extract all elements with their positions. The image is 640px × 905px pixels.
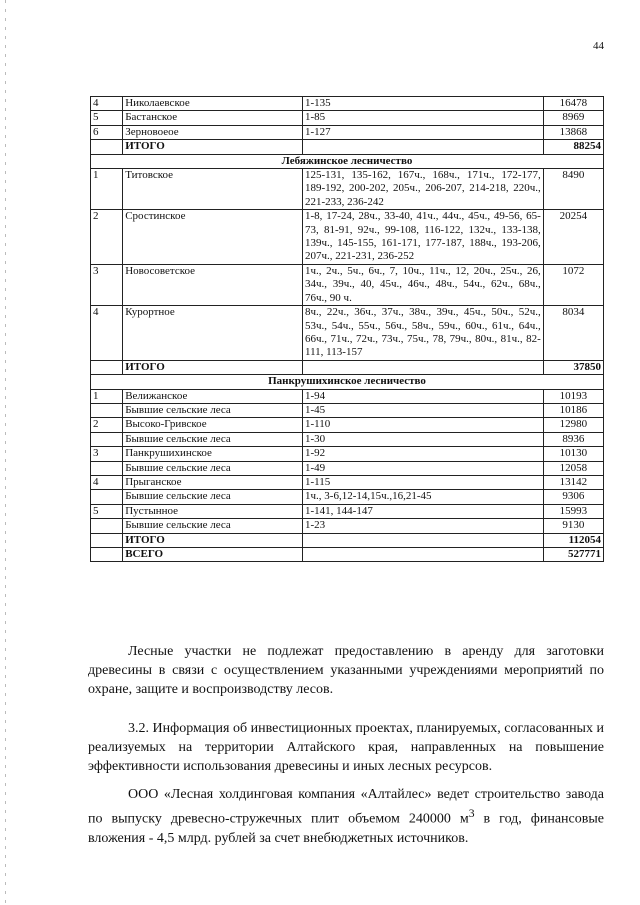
table-row [91,111,604,125]
row-number [91,403,123,417]
site-name: Бывшие сельские леса [123,519,303,533]
row-number: 1 [91,169,123,210]
section-title: Лебяжинское лесничество [91,154,604,168]
row-number: 1 [91,389,123,403]
table-row [91,447,604,461]
quarter-numbers: 1-45 [303,403,544,417]
page-number: 44 [593,40,604,52]
site-name: Бывшие сельские леса [123,432,303,446]
forest-areas-table [90,96,604,562]
site-name: Курортное [123,306,303,361]
area-ha: 9130 [543,519,603,533]
paragraph-altailes-project [88,785,604,848]
site-name: Зерновоеое [123,125,303,139]
site-name: Титовское [123,169,303,210]
row-number: 5 [91,111,123,125]
site-name: Николаевское [123,97,303,111]
site-name: Прыганское [123,475,303,489]
quarter-numbers: 1ч., 2ч., 5ч., 6ч., 7, 10ч., 11ч., 12, 20ч., 25ч., 26, 34ч., 39ч., 40, 45ч., 46ч., 48ч., 54ч., 62ч., 68ч., 76ч., 90 ч. [303,264,544,305]
table-row [91,125,604,139]
total-row [91,360,604,374]
area-ha: 12058 [543,461,603,475]
area-ha: 8969 [543,111,603,125]
scan-edge [5,0,6,905]
site-name: Панкрушихинское [123,447,303,461]
row-number [91,548,123,562]
site-name: Велижанское [123,389,303,403]
area-ha: 10186 [543,403,603,417]
table-row [91,306,604,361]
section-header-row [91,154,604,168]
table-row [91,475,604,489]
row-number: 4 [91,306,123,361]
table-row [91,504,604,518]
quarter-numbers: 1-85 [303,111,544,125]
area-ha: 1072 [543,264,603,305]
table-row [91,519,604,533]
section-title: Панкрушихинское лесничество [91,375,604,389]
row-number: 3 [91,264,123,305]
area-ha: 15993 [543,504,603,518]
table-row [91,418,604,432]
area-ha: 8490 [543,169,603,210]
site-name: ИТОГО [123,533,303,547]
area-ha: 9306 [543,490,603,504]
area-ha: 88254 [543,140,603,154]
row-number: 4 [91,97,123,111]
site-name: ИТОГО [123,140,303,154]
paragraph-investment-info: 3.2. Информация об инвестиционных проектах, планируемых, согласованных и реализуемых на территории Алтайского края, направленных на повышение эффективности использования древесины и иных лесных ресурсов. [88,721,604,774]
site-name: Высоко-Гривское [123,418,303,432]
section-header-row [91,375,604,389]
row-number [91,533,123,547]
quarter-numbers: 1-92 [303,447,544,461]
total-row [91,533,604,547]
quarter-numbers: 125-131, 135-162, 167ч., 168ч., 171ч., 172-177, 189-192, 200-202, 205ч., 206-207, 214-218, 220ч., 221-233, 236-242 [303,169,544,210]
site-name: Бывшие сельские леса [123,490,303,504]
quarter-numbers: 1-8, 17-24, 28ч., 33-40, 41ч., 44ч., 45ч., 49-56, 65-73, 81-91, 92ч., 99-108, 116-122, 132ч., 133-138, 139ч., 145-155, 161-171, 177-187, 188ч., 193-206, 207ч., 221-231, 236-252 [303,210,544,265]
table-row [91,97,604,111]
quarter-numbers: 1-49 [303,461,544,475]
row-number [91,140,123,154]
table-row [91,389,604,403]
area-ha: 13142 [543,475,603,489]
table-row [91,490,604,504]
site-name: Бывшие сельские леса [123,403,303,417]
site-name: Новосоветское [123,264,303,305]
quarter-numbers: 1-127 [303,125,544,139]
row-number: 2 [91,418,123,432]
area-ha: 112054 [543,533,603,547]
total-row [91,140,604,154]
row-number [91,461,123,475]
row-number: 4 [91,475,123,489]
area-ha: 10193 [543,389,603,403]
row-number: 5 [91,504,123,518]
area-ha: 20254 [543,210,603,265]
table-row [91,264,604,305]
quarter-numbers: 1-141, 144-147 [303,504,544,518]
row-number [91,519,123,533]
row-number: 6 [91,125,123,139]
total-row [91,548,604,562]
p3-text-end: в год, финансовые вложения - 4,5 млрд. рублей за счет внебюджетных источников. [88,811,604,846]
table-row [91,403,604,417]
quarter-numbers: 8ч., 22ч., 36ч., 37ч., 38ч., 39ч., 45ч., 50ч., 52ч., 53ч., 54ч., 55ч., 56ч., 58ч., 59ч., 60ч., 61ч., 64ч., 66ч., 71ч., 72ч., 73ч., 75ч., 78, 79ч., 80ч., 81ч., 82-111, 113-157 [303,306,544,361]
area-ha: 10130 [543,447,603,461]
table-row [91,461,604,475]
quarter-numbers: 1-94 [303,389,544,403]
p3-superscript: 3 [468,807,475,820]
site-name: ИТОГО [123,360,303,374]
area-ha: 13868 [543,125,603,139]
quarter-numbers [303,548,544,562]
quarter-numbers: 1-110 [303,418,544,432]
table-row [91,169,604,210]
site-name: Бастанское [123,111,303,125]
row-number: 3 [91,447,123,461]
quarter-numbers: 1-115 [303,475,544,489]
row-number: 2 [91,210,123,265]
area-ha: 12980 [543,418,603,432]
site-name: ВСЕГО [123,548,303,562]
area-ha: 37850 [543,360,603,374]
area-ha: 527771 [543,548,603,562]
site-name: Пустынное [123,504,303,518]
quarter-numbers [303,533,544,547]
paragraph-lease-restriction: Лесные участки не подлежат предоставлению в аренду для заготовки древесины в связи с осуществлением указанными учреждениями мероприятий по охране, защите и воспроизводству лесов. [88,644,604,697]
row-number [91,490,123,504]
quarter-numbers: 1-30 [303,432,544,446]
row-number [91,432,123,446]
site-name: Бывшие сельские леса [123,461,303,475]
p3-text-start: ООО «Лесная холдинговая компания «Алтайлес» ведет строительство завода по выпуску древесно-стружечных плит объемом 240000 м [88,787,604,827]
quarter-numbers [303,140,544,154]
quarter-numbers [303,360,544,374]
row-number [91,360,123,374]
area-ha: 8034 [543,306,603,361]
area-ha: 8936 [543,432,603,446]
quarter-numbers: 1-23 [303,519,544,533]
quarter-numbers: 1ч., 3-6,12-14,15ч.,16,21-45 [303,490,544,504]
quarter-numbers: 1-135 [303,97,544,111]
table-row [91,432,604,446]
area-ha: 16478 [543,97,603,111]
table-row [91,210,604,265]
site-name: Сростинское [123,210,303,265]
